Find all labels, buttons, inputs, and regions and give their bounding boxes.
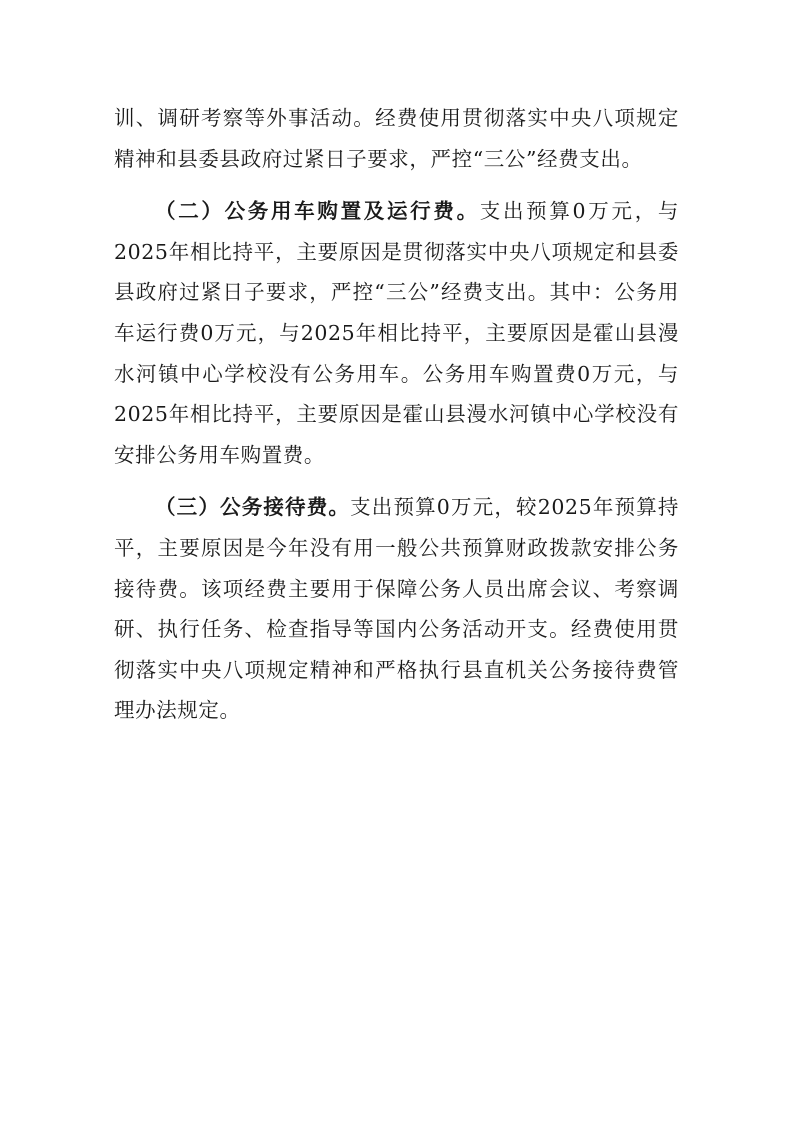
paragraph-3-text: 支出预算0万元，较2025年预算持平，主要原因是今年没有用一般公共预算财政拨款安排公务接待费。该项经费主要用于保障公务人员出席会议、考察调研、执行任务、检查指导等国内公务活动开支。经费使用贯彻落实中央八项规定精神和严格执行县直机关公务接待费管理办法规定。: [114, 495, 679, 723]
paragraph-vehicle-expenses: [114, 191, 679, 475]
paragraph-continued: [114, 98, 679, 179]
paragraph-reception-expenses: [114, 487, 679, 731]
document-body: [114, 98, 679, 731]
section-heading-vehicle: （二）公务用车购置及运行费。: [155, 199, 480, 224]
section-heading-reception: （三）公务接待费。: [155, 495, 351, 520]
paragraph-1-text: 训、调研考察等外事活动。经费使用贯彻落实中央八项规定精神和县委县政府过紧日子要求，严控“三公”经费支出。: [114, 106, 679, 171]
paragraph-2-text: 支出预算0万元，与2025年相比持平，主要原因是贯彻落实中央八项规定和县委县政府过紧日子要求，严控“三公”经费支出。其中：公务用车运行费0万元，与2025年相比持平，主要原因是霍山县漫水河镇中心学校没有公务用车。公务用车购置费0万元，与2025年相比持平，主要原因是霍山县漫水河镇中心学校没有安排公务用车购置费。: [114, 199, 679, 467]
